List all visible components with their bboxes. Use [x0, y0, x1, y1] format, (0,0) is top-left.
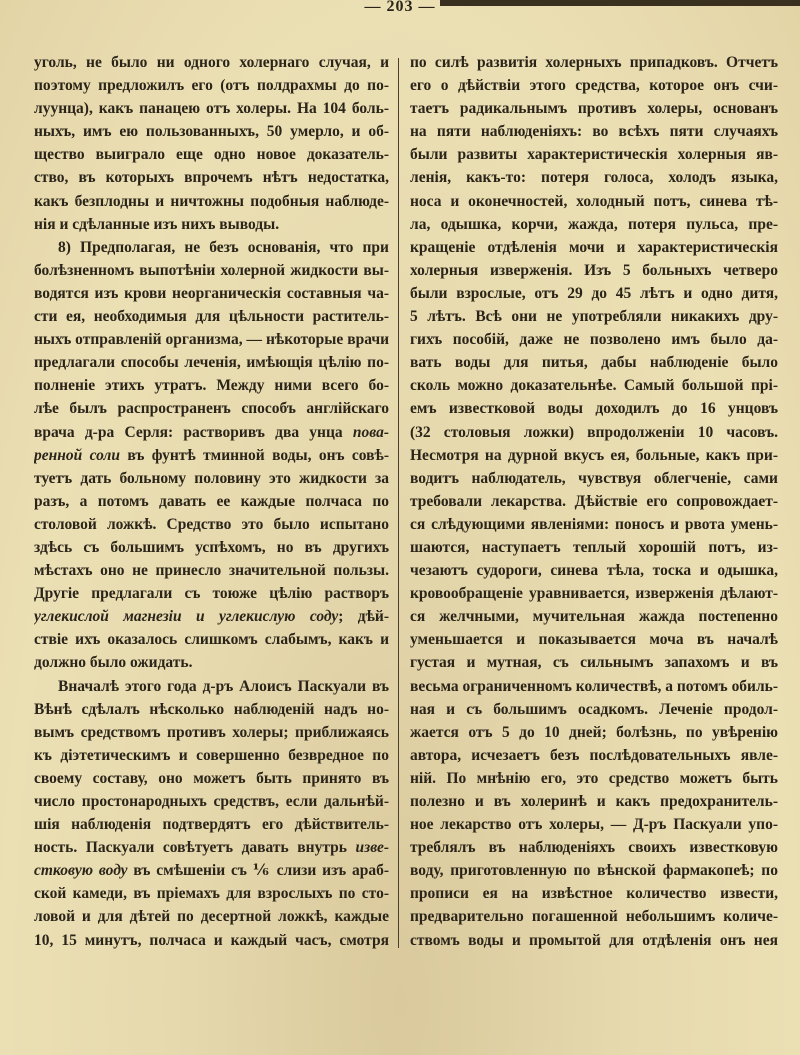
italic-text: углекислой магнезіи и углекислую соду: [34, 608, 339, 626]
right-column: [410, 51, 778, 952]
text-line: мѣстахъ оно не принесло значительной пользы.: [34, 562, 389, 580]
text-line: весьма ограниченномъ количествѣ, а потомъ обиль-: [410, 677, 778, 695]
text-line: предлагали способы леченія, имѣющія цѣлію по-: [34, 354, 389, 372]
text-line: воду, приготовленную по вѣнской фармакопеѣ; по: [410, 862, 778, 880]
text-line: по силѣ развитія холерныхъ припадковъ. Отчетъ: [410, 54, 778, 71]
text-line: уменьшается и показывается моча въ началѣ: [410, 631, 778, 649]
text-line: [34, 836, 389, 859]
text-line: водятся изъ крови неорганическія составныя ча-: [34, 284, 389, 302]
page-number: — 203 —: [364, 0, 436, 15]
text-line: жается отъ 5 до 10 дней; болѣзнь, по увѣренію: [410, 723, 778, 741]
text-segment: въ фунтѣ тминной воды, онъ совѣ-: [120, 446, 389, 464]
italic-text: пова-: [352, 423, 389, 441]
text-segment: въ смѣшеніи съ ⅙ слизи изъ араб-: [127, 862, 389, 880]
text-segment: ; дѣй-: [338, 608, 389, 626]
text-line: число простонародныхъ средствъ, если дальнѣй-: [34, 793, 389, 810]
text-line: ся желчными, мучительная жажда постепенно: [410, 608, 778, 626]
text-line: густая и мутная, съ сильнымъ запахомъ и въ: [410, 654, 778, 672]
text-line: лѣе былъ распространенъ способъ англійскаго: [34, 400, 389, 418]
text-line: шія наблюденія подтвердятъ его дѣйствитель-: [34, 816, 389, 834]
text-line: поэтому предложилъ его (отъ полдрахмы до по-: [34, 77, 389, 95]
text-line: автора, исчезаетъ безъ послѣдовательныхъ явле-: [410, 746, 778, 764]
text-line: ся слѣдующими явленіями: поносъ и рвота умень-: [410, 515, 778, 533]
text-line: туетъ дать больному половину это жидкости за: [34, 469, 389, 487]
text-line: холерныя изверженія. Изъ 5 больныхъ четверо: [410, 261, 778, 279]
italic-text: изве-: [355, 839, 389, 857]
text-line: полненіе этихъ утратъ. Между ними всего бо-: [34, 377, 389, 395]
text-line: Несмотря на дурной вкусъ ея, больные, какъ при-: [410, 446, 778, 464]
text-line: [34, 605, 389, 628]
text-line: кровообращеніе уравнивается, изверженія дѣлают-: [410, 585, 778, 603]
text-line: таетъ радикальнымъ противъ холеры, основанъ: [410, 100, 778, 118]
text-line: болѣзненномъ выпотѣніи холерной жидкости вы-: [34, 261, 389, 279]
text-line: сти ея, необходимыя для цѣльности раститель-: [34, 308, 389, 326]
text-line: шаются, наступаетъ теплый хорошій потъ, из-: [410, 538, 778, 556]
text-line: на пяти наблюденіяхъ: во всѣхъ пяти случаяхъ: [410, 123, 778, 141]
text-line: гихъ пособій, даже не позволено имъ было да-: [410, 331, 778, 349]
text-line: ловой и для дѣтей по десертной ложкѣ, каждые: [34, 908, 389, 926]
text-line: 10, 15 минутъ, полчаса и каждый часъ, смотря: [34, 931, 389, 949]
text-line: ствомъ воды и промытой для отдѣленія онъ нея: [410, 931, 778, 949]
text-line: носа и оконечностей, холодный потъ, синева тѣ-: [410, 192, 778, 210]
text-line: требовали лекарства. Дѣйствіе его сопровождает-: [410, 492, 778, 510]
text-line: ствіе ихъ оказалось слишкомъ слабымъ, какъ и: [34, 631, 389, 649]
text-line: ныхъ, имъ ею пользованныхъ, 50 умерло, и об-: [34, 123, 389, 141]
text-line: вать воды для питья, дабы наблюденіе было: [410, 354, 778, 372]
text-line: 5 лѣтъ. Всѣ они не употребляли никакихъ дру-: [410, 308, 778, 326]
text-line: ской камеди, въ пріемахъ для взрослыхъ по сто-: [34, 885, 389, 903]
text-line: своему составу, оно можетъ быть принято въ: [34, 769, 389, 787]
text-line: прописи ея на извѣстное количество извести,: [410, 885, 778, 903]
text-line: треблялъ въ наблюденіяхъ своихъ известковую: [410, 839, 778, 857]
text-line: должно было ожидать.: [34, 654, 193, 672]
text-line: Вѣнѣ сдѣлалъ нѣсколько наблюденій надъ но-: [34, 700, 389, 718]
text-line: [34, 421, 389, 444]
text-line: [34, 444, 389, 467]
column-divider: [398, 58, 399, 948]
text-line: емъ известковой воды доходилъ до 16 унцовъ: [410, 400, 778, 418]
text-line: его о дѣйствіи этого средства, которое онъ счи-: [410, 77, 778, 95]
text-line: здѣсь съ большимъ успѣхомъ, но въ другихъ: [34, 538, 389, 556]
text-line: предварительно погашенной небольшимъ количе-: [410, 908, 778, 926]
text-line: вымъ средствомъ противъ холеры; приближаясь: [34, 723, 389, 741]
text-line: столовой ложкѣ. Средство это было испытано: [34, 515, 389, 533]
text-line: щество выиграло еще одно новое доказатель-: [34, 146, 389, 164]
italic-text: ренной соли: [34, 446, 121, 464]
text-line: ныхъ отправленій организма, — нѣкоторые врачи: [34, 331, 389, 349]
text-line: нія и сдѣланные изъ нихъ выводы.: [34, 215, 280, 233]
text-line: полезно и въ холеринѣ и какъ предохранитель-: [410, 793, 778, 810]
text-line: кращеніе отдѣленія мочи и характеристическія: [410, 238, 778, 256]
text-line: были развиты характеристическія холерныя яв-: [410, 146, 778, 164]
text-line: какъ безплодны и ничтожны подобныя наблюде-: [34, 192, 389, 210]
text-line: (32 столовыя ложки) впродолженіи 10 часовъ.: [410, 423, 778, 441]
italic-text: стковую воду: [34, 862, 128, 880]
text-line: чезаютъ судороги, синева тѣла, тоска и одышка,: [410, 562, 778, 580]
text-line: уголь, не было ни одного холернаго случая, и: [34, 54, 389, 71]
text-line: ла, одышка, корчи, жажда, потеря пульса, пре-: [410, 215, 778, 233]
text-line: ное лекарство отъ холеры, — Д-ръ Паскуали упо-: [410, 816, 778, 834]
text-line: ная и съ большимъ осадкомъ. Леченіе продол-: [410, 700, 778, 718]
text-line: ство, въ которыхъ впрочемъ нѣтъ недостатка,: [34, 169, 389, 187]
text-line: Вначалѣ этого года д-ръ Алоисъ Паскуали въ: [58, 677, 389, 695]
text-line: были взрослые, отъ 29 до 45 лѣтъ и одно дитя,: [410, 284, 778, 302]
text-line: [34, 859, 389, 882]
text-line: разъ, а потомъ давать ее каждые полчаса по: [34, 492, 389, 510]
left-column: [34, 51, 389, 952]
text-line: ленія, какъ-то: потеря голоса, холодъ языка,: [410, 169, 778, 187]
text-line: къ діэтетическимъ и совершенно безвредное по: [34, 746, 389, 764]
text-line: ній. По мнѣнію его, это средство можетъ быть: [410, 769, 778, 787]
text-segment: врача д-ра Серля: растворивъ два унца: [34, 423, 353, 441]
text-line: Другіе предлагали съ тоюже цѣлію растворъ: [34, 585, 389, 603]
text-line: луунца), какъ панацею отъ холеры. На 104 боль-: [34, 100, 389, 118]
text-line: 8) Предполагая, не безъ основанія, что при: [58, 238, 389, 256]
text-line: водитъ наблюдатель, чувствуя облегченіе, сами: [410, 469, 778, 487]
text-segment: ность. Паскуали совѣтуетъ давать внутрь: [34, 839, 356, 857]
text-line: сколь можно доказательнѣе. Самый большой прі-: [410, 377, 778, 395]
